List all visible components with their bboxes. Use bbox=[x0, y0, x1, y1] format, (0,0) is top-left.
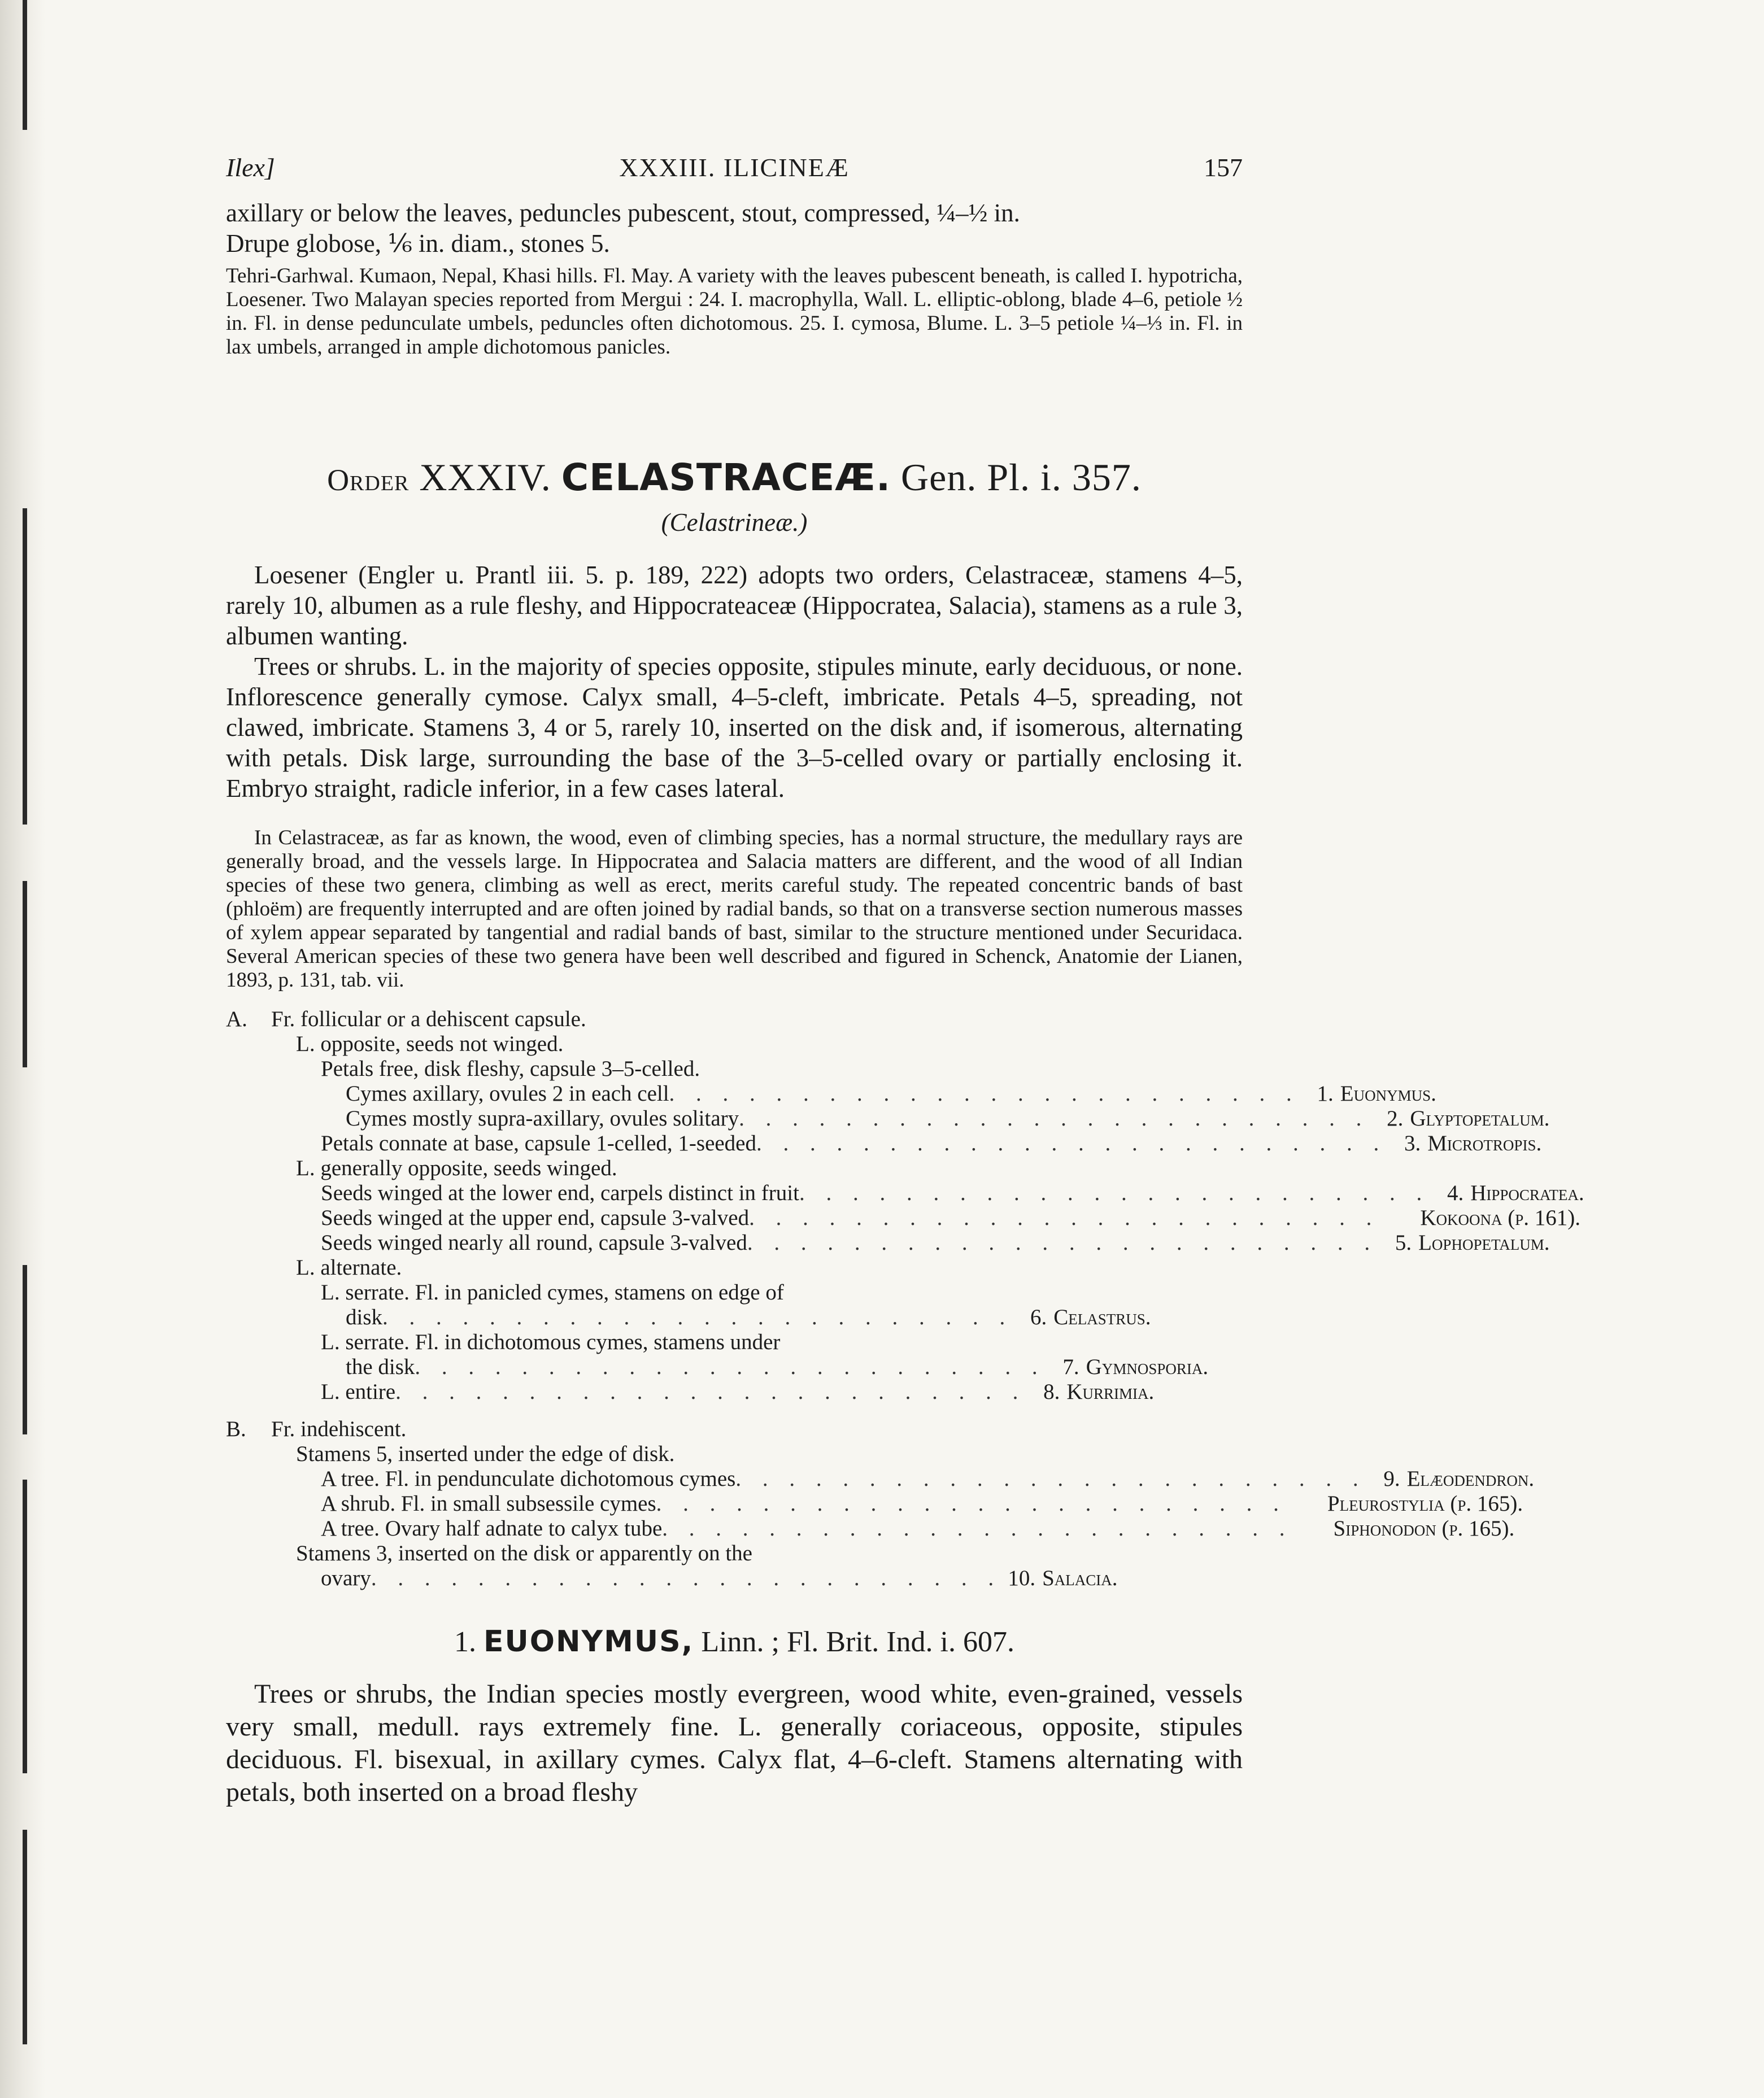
key-genus-number: 8. bbox=[1043, 1380, 1060, 1404]
key-genus-name: Hippocratea. bbox=[1470, 1181, 1584, 1205]
key-text: ovary bbox=[321, 1566, 371, 1590]
header-left: Ilex] bbox=[226, 153, 275, 182]
key-genus-number: 5. bbox=[1395, 1231, 1412, 1255]
key-text: Seeds winged nearly all round, capsule 3-valved bbox=[321, 1231, 747, 1255]
order-subtitle: (Celastrineæ.) bbox=[661, 508, 808, 537]
leader-dots: . . . . . . . . . . . . . . . . . . . . . . . . bbox=[656, 1491, 1287, 1516]
leader-dots: . . . . . . . . . . . . . . . . . . . . . . . . bbox=[739, 1106, 1370, 1131]
key-row bbox=[226, 1156, 1243, 1181]
binding-mark bbox=[23, 0, 27, 130]
key-row bbox=[226, 1106, 1550, 1131]
leader-dots: . . . . . . . . . . . . . . . . . . . . . . . . bbox=[756, 1131, 1387, 1155]
key-row bbox=[226, 1131, 1542, 1156]
binding-mark bbox=[23, 1265, 27, 1434]
paragraph-description: Trees or shrubs. L. in the majority of species opposite, stipules minute, early deciduous, or none. Inflorescence generally cymose. Calyx small, 4–5-cleft, imbricate. Petals 4–5, spreading, not clawed, imbricate. Stamens 3, 4 or 5, rarely 10, inserted on the disk and, if isomerous, alternating with petals. Disk large, surrounding the base of the 3–5-celled ovary or partially enclosing it. Embryo straight, radicle inferior, in a few cases lateral. bbox=[226, 652, 1243, 802]
key-row bbox=[226, 1330, 1243, 1355]
key-text: Petals connate at base, capsule 1-celled, 1-seeded bbox=[321, 1131, 756, 1155]
key-row bbox=[226, 1181, 1584, 1206]
key-row bbox=[226, 1032, 1243, 1057]
key-text: A tree. Fl. in penduncul‍ate dichotomous cymes bbox=[321, 1467, 736, 1491]
page-number: 157 bbox=[1204, 153, 1243, 182]
key-row bbox=[226, 1305, 1243, 1330]
key-text: L. alternate. bbox=[296, 1255, 402, 1280]
binding-mark bbox=[23, 1480, 27, 1773]
key-text: L. opposite, seeds not winged. bbox=[296, 1032, 564, 1056]
key-genus-name: Lophopetalum. bbox=[1418, 1231, 1550, 1255]
key-genus-name: Kokoona (p. 161). bbox=[1420, 1206, 1580, 1230]
key-row bbox=[226, 1566, 1243, 1591]
key-text: A shrub. Fl. in small subsessile cymes bbox=[321, 1491, 656, 1516]
key-row bbox=[226, 1280, 1243, 1305]
key-genus-number: 10. bbox=[1008, 1566, 1036, 1590]
key-text: Seeds winged at the lower end, carpels distinct in fruit bbox=[321, 1181, 799, 1205]
key-genus-name: Euonymus. bbox=[1340, 1081, 1436, 1106]
binding-mark bbox=[23, 1830, 27, 2044]
key-row bbox=[226, 1467, 1535, 1491]
key-row bbox=[226, 1442, 1243, 1467]
page bbox=[226, 152, 1584, 1809]
key-text: Cymes axillary, ovules 2 in each cell bbox=[346, 1081, 669, 1106]
running-header bbox=[226, 152, 1243, 198]
key-genus-name: Elæodendron. bbox=[1406, 1467, 1535, 1491]
genus-number: 1. bbox=[454, 1626, 476, 1658]
key-row bbox=[226, 1541, 1243, 1566]
leader-dots: . . . . . . . . . . . . . . . . . . . . . . . . bbox=[735, 1467, 1366, 1491]
intro-continuation bbox=[226, 198, 1243, 259]
key-genus-number: 7. bbox=[1062, 1355, 1079, 1379]
page-binding-edge bbox=[0, 0, 45, 2098]
key-genus-number: 2. bbox=[1387, 1106, 1404, 1131]
key-text: Stamens 5, inserted under the edge of disk. bbox=[296, 1442, 675, 1466]
leader-dots: . . . . . . . . . . . . . . . . . . . . . . . . bbox=[747, 1231, 1378, 1255]
key-genus-name: Pleurostylia (p. 165). bbox=[1327, 1491, 1523, 1516]
key-text: Cymes mostly supra-axillary, ovules solitary bbox=[346, 1106, 739, 1131]
intro-note: Tehri-Garhwal. Kumaon, Nepal, Khasi hills. Fl. May. A variety with the leaves pubescent beneath, is called I. hypotricha, Loesener. Two Malayan species reported from Mergui : 24. I. macrophylla, Wall. L. elliptic-oblong, blade 4–6, petiole ½ in. Fl. in dense pedunculate umbels, peduncles often dichotomous. 25. I. cymosa, Blume. L. 3–5 petiole ¼–⅓ in. Fl. in lax umbels, arranged in ample dichotomous panicles. bbox=[226, 264, 1243, 359]
header-title: XXXIII. ILICINEÆ bbox=[619, 153, 850, 182]
key-row bbox=[226, 1057, 1243, 1081]
leader-dots: . . . . . . . . . . . . . . . . . . . . . . . . bbox=[669, 1081, 1300, 1106]
genus-name: EUONYMUS, bbox=[484, 1625, 694, 1659]
genus-reference: Linn. ; Fl. Brit. Ind. i. 607. bbox=[701, 1626, 1014, 1658]
key-text: Seeds winged at the upper end, capsule 3-valved bbox=[321, 1206, 750, 1230]
key-row bbox=[226, 1380, 1243, 1405]
key-genus-name: Gymnosporia. bbox=[1086, 1355, 1209, 1379]
key-row bbox=[226, 1516, 1515, 1541]
key-genus-number: 1. bbox=[1317, 1081, 1334, 1106]
leader-dots: . . . . . . . . . . . . . . . . . . . . . . . . bbox=[382, 1305, 1013, 1329]
key-genus-number: 4. bbox=[1447, 1181, 1464, 1205]
intro-line: Drupe globose, ⅙ in. diam., stones 5. bbox=[226, 229, 610, 258]
order-heading bbox=[226, 455, 1243, 500]
key-text: A tree. Ovary half adnate to calyx tube bbox=[321, 1516, 663, 1541]
key-text: Fr. follicular or a dehiscent capsule. bbox=[271, 1007, 586, 1031]
leader-dots: . . . . . . . . . . . . . . . . . . . . . . . . bbox=[799, 1181, 1430, 1205]
order-prefix: Order bbox=[327, 463, 410, 497]
intro-line: axillary or below the leaves, peduncles pubescent, stout, compressed, ¼–½ in. bbox=[226, 199, 1020, 227]
genera-key bbox=[226, 1007, 1584, 1591]
binding-mark bbox=[23, 508, 27, 825]
key-row bbox=[226, 1255, 1243, 1280]
paragraph-loesener: Loesener (Engler u. Prantl iii. 5. p. 189, 222) adopts two orders, Celastraceæ, stamens 4–5, rarely 10, albumen as a rule fleshy, and Hippocrateaceæ (Hippocratea, Salacia), stamens as a rule 3, albumen wanting. bbox=[226, 561, 1243, 650]
key-text: disk bbox=[346, 1305, 383, 1329]
leader-dots: . . . . . . . . . . . . . . . . . . . . . . . . bbox=[395, 1380, 1026, 1404]
key-row bbox=[226, 1355, 1243, 1380]
key-row bbox=[226, 1081, 1436, 1106]
key-row bbox=[226, 1206, 1580, 1231]
key-genus-name: Siphonodon (p. 165). bbox=[1333, 1516, 1515, 1541]
order-reference: Gen. Pl. i. 357. bbox=[901, 456, 1142, 499]
order-numeral: XXXIV. bbox=[419, 456, 551, 499]
key-text: L. generally opposite, seeds winged. bbox=[296, 1156, 617, 1180]
key-text: Petals free, disk fleshy, capsule 3–5-celled. bbox=[321, 1057, 700, 1081]
leader-dots: . . . . . . . . . . . . . . . . . . . . . . . . bbox=[371, 1566, 1002, 1590]
key-text: L. serrate. Fl. in dichotomous cymes, stamens under bbox=[321, 1330, 781, 1354]
key-text: Stamens 3, inserted on the disk or apparently on the bbox=[296, 1541, 752, 1565]
key-text: Fr. indehiscent. bbox=[271, 1417, 407, 1441]
key-text: L. serrate. Fl. in panicled cymes, stamens on edge of bbox=[321, 1280, 784, 1305]
key-text: L. entire bbox=[321, 1380, 396, 1404]
key-row bbox=[226, 1491, 1523, 1516]
key-genus-number: 9. bbox=[1383, 1467, 1400, 1491]
key-row bbox=[226, 1417, 1243, 1442]
leader-dots: . . . . . . . . . . . . . . . . . . . . . . . . bbox=[415, 1355, 1046, 1379]
leader-dots: . . . . . . . . . . . . . . . . . . . . . . . . bbox=[662, 1516, 1293, 1541]
key-genus-name: Salacia. bbox=[1042, 1566, 1118, 1590]
key-letter: B. bbox=[226, 1417, 246, 1441]
key-row bbox=[226, 1231, 1550, 1255]
binding-mark bbox=[23, 881, 27, 1067]
key-genus-name: Glyptopetalum. bbox=[1410, 1106, 1550, 1131]
genus-heading bbox=[226, 1625, 1243, 1659]
key-genus-number: 6. bbox=[1030, 1305, 1047, 1329]
order-name: CELASTRACEÆ. bbox=[561, 456, 891, 499]
genus-description: Trees or shrubs, the Indian species mostly evergreen, wood white, even-grained, vessels very small, medull. rays extremely fine. L. generally coriaceous, opposite, stipules deciduous. Fl. bisexual, in axillary cymes. Calyx flat, 4–6-cleft. Stamens alternating with petals, both inserted on a broad fleshy bbox=[226, 1679, 1243, 1807]
key-text: the disk bbox=[346, 1355, 415, 1379]
key-genus-name: Microtropis. bbox=[1427, 1131, 1542, 1155]
key-genus-number: 3. bbox=[1404, 1131, 1421, 1155]
key-genus-name: Kurrimia. bbox=[1066, 1380, 1155, 1404]
paragraph-wood-anatomy: In Celastraceæ, as far as known, the wood, even of climbing species, has a normal structure, the medullary rays are generally broad, and the vessels large. In Hippocratea and Salacia matters are different, and the wood of all Indian species of these two genera, climbing as well as erect, merits careful study. The repeated concentric bands of bast (phloëm) are frequently interrupted and are often joined by radial bands, so that on a transverse section numerous masses of xylem appear separated by tangential and radial bands of bast, similar to the structure mentioned under Securidaca. Several American species of these two genera have been well described and figured in Schenck, Anatomie der Lianen, 1893, p. 131, tab. vii. bbox=[226, 826, 1243, 992]
key-genus-name: Celastrus. bbox=[1053, 1305, 1151, 1329]
key-letter: A. bbox=[226, 1007, 247, 1031]
leader-dots: . . . . . . . . . . . . . . . . . . . . . . . . bbox=[749, 1206, 1380, 1230]
key-row bbox=[226, 1007, 1243, 1032]
